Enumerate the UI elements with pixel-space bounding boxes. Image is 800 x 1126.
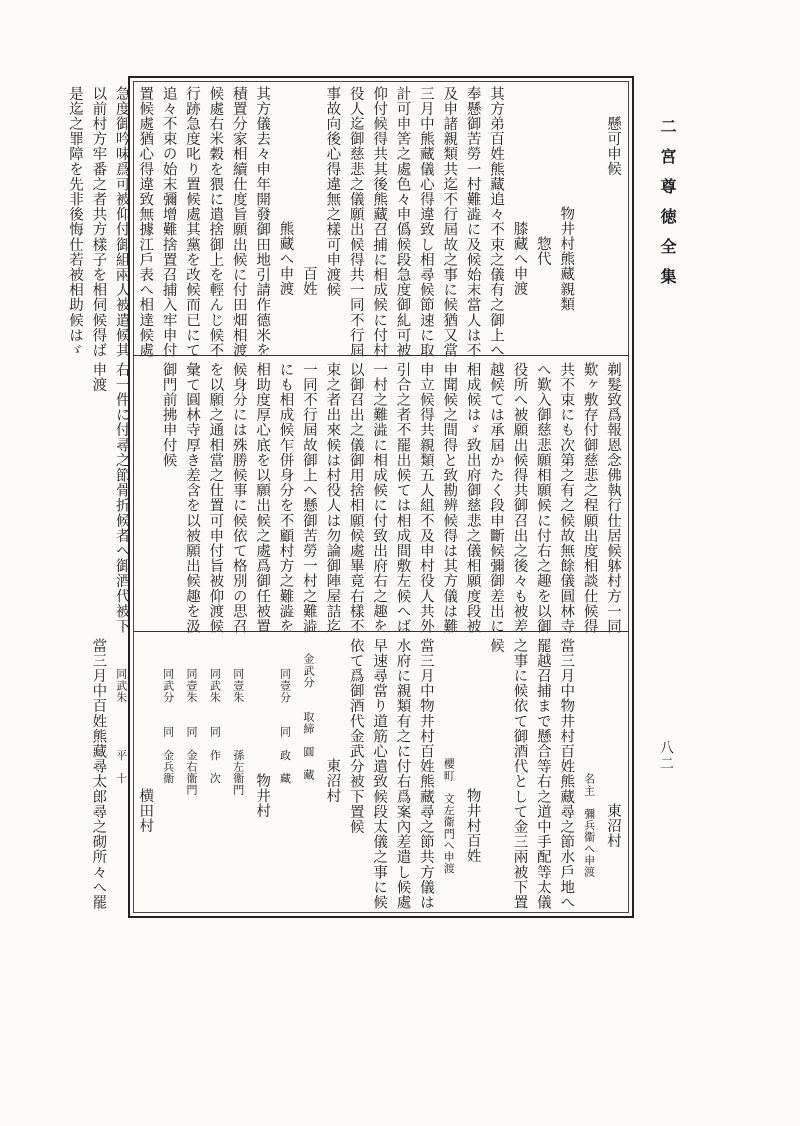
- text-column: 申立候得共親類五人組不及申村役人共外: [417, 362, 434, 634]
- text-column: 當三月中物井村百姓熊藏尋之節水戶地へ: [558, 638, 575, 910]
- text-column: へ歎入御慈悲願相願候に付右之趣を以御: [534, 362, 551, 634]
- text-column: 役人迄御慈悲之儀願出候得共一同不行屆: [347, 86, 364, 358]
- text-column: 越候ては承屆かたく段申斷候彌御差出に: [488, 362, 505, 634]
- text-column: 候: [488, 638, 505, 654]
- text-column: 同武朱 平 十: [114, 668, 128, 784]
- text-column: 奉懸御苦勞一村難澁に及候始末當人は不: [464, 86, 481, 358]
- text-column: 束之者出來候は村役人は勿論御陣屋詰迄: [324, 362, 341, 634]
- text-column: 其方儀去々申年開發御田地引請作德米を: [254, 86, 271, 358]
- text-column: 申聞候之間得と致勘辨候得は其方儀は難: [441, 362, 458, 634]
- text-column: にも相成候乍併身分を不顧村方之難澁を: [277, 362, 294, 634]
- text-section-top: [67, 86, 624, 358]
- text-column: 物井村: [254, 773, 271, 819]
- text-column: 膝藏へ申渡: [511, 221, 528, 297]
- text-column: 仰付候得共其後熊藏召捕に相成候に付村: [371, 86, 388, 358]
- text-column: 追々不束の始末彌增難捨置召捕入牢申付: [160, 86, 177, 358]
- text-column: 相成候はゞ致出府御慈悲之儀相願度段被: [464, 362, 481, 634]
- running-head: 二宮尊徳全集: [658, 118, 677, 298]
- text-column: 水府に親類有之に付右爲案內差遣し候處: [394, 638, 411, 910]
- text-column: 三月中熊藏儀心得違致し相尋候節速に取: [417, 86, 434, 358]
- text-column: を以願之通相當之仕置可申付旨被仰渡候: [207, 362, 224, 634]
- text-column: 一村之難澁に相成候に付致出府右之趣を: [371, 362, 388, 634]
- text-section-bottom: [90, 638, 624, 910]
- text-column: 積置分家相續仕度旨願出候に付田畑相渡: [230, 86, 247, 358]
- text-column: 物井村熊藏親類: [558, 206, 575, 312]
- text-column: 申渡: [90, 362, 107, 393]
- text-column: 御門前拂申付候: [160, 362, 177, 468]
- text-column: [577, 86, 600, 348]
- text-column: 事故向後心得違無之樣可申渡候: [324, 86, 341, 298]
- text-column: 是迄之罪障を先非後悔仕若被相助候はゞ: [67, 86, 84, 358]
- text-column: 當三月中物井村百姓熊藏尋之節共方儀は: [417, 638, 434, 910]
- text-column: 役所へ被願出候得共御召出之後々も被差: [511, 362, 528, 634]
- text-column: 歎ヶ敷存付御慈悲之程願出度相談仕候得: [581, 362, 598, 634]
- text-column: 依て爲御酒代金武分被下置候: [347, 638, 364, 835]
- text-column: 以御召出之儀御用捨相願候處畢竟右樣不: [347, 362, 364, 634]
- text-column: 剃髮致爲報恩念佛執行仕居候躰村方一同: [605, 362, 621, 634]
- text-column: 早速尋當り道筋心遣致候段太儀之事に候: [371, 638, 388, 910]
- text-column: 東沼村: [324, 758, 341, 804]
- text-column: 罷越召捕まで懸合等右之道中手配等太儀: [534, 638, 551, 910]
- text-column: 急度御吟味爲可被仰付御組兩人被遣候其: [113, 86, 130, 358]
- text-column: 同武朱 同 作 次: [208, 668, 222, 784]
- page-number: 八二: [658, 740, 674, 772]
- text-column: 計可申筈之處色々申僞候段急度御糺可被: [394, 86, 411, 358]
- text-column: 同壹分 同 政 藏: [278, 668, 292, 784]
- text-column: 置候處猶心得違致無據江戶表へ相達候處: [137, 86, 154, 358]
- text-column: 相助度厚心底を以願出候之處爲御任被置: [254, 362, 271, 634]
- text-column: 同壹朱 孫左衞門: [231, 668, 245, 796]
- text-column: 同武分 同 金兵衞: [161, 668, 175, 784]
- text-column: 金武分 取締 圓 藏: [301, 653, 315, 781]
- text-column: 彙て圓林寺厚き差含を以被願出候趣を汲: [183, 362, 200, 634]
- text-column: 懸可申候: [605, 116, 621, 177]
- text-column: 候身分には殊勝候事に候依て格別の思召: [230, 362, 247, 634]
- text-column: 同壹朱 同 金右衞門: [184, 668, 198, 796]
- section-divider: [133, 355, 629, 356]
- text-column: 之事に候依て御酒代として金三兩被下置: [511, 638, 528, 910]
- text-column: 及申諸親類共迄不行屆故之事に候猶又當: [441, 86, 458, 358]
- text-column: 名主 彌兵衞へ申渡: [582, 773, 596, 878]
- text-column: [133, 362, 156, 624]
- text-column: 以前村方牢番之者共方樣子を相伺候得ば: [90, 86, 107, 358]
- text-column: 惣代: [534, 236, 551, 267]
- page-frame: [67, 76, 634, 918]
- text-column: 横田村: [137, 788, 154, 834]
- text-column: 東沼村: [605, 803, 621, 849]
- text-section-middle: [90, 362, 624, 634]
- text-column: 百姓: [300, 266, 317, 297]
- text-column: 櫻町 文左衞門へ申渡: [442, 758, 456, 874]
- text-column: 行跡急度叱り置候處其黨を改候而已にて: [183, 86, 200, 358]
- text-column: 引合之者不罷出候ては相成間敷左候へば: [394, 362, 411, 634]
- text-column: 物井村百姓: [464, 788, 481, 864]
- text-column: 共不束にも次第之有之候故無餘儀圓林寺: [558, 362, 575, 634]
- text-column: 熊藏へ申渡: [277, 221, 294, 297]
- text-column: 右一件に付尋之節骨折候者へ御酒代被下: [113, 362, 130, 634]
- text-column: 一同不行屆故御上へ懸御苦勞一村之難澁: [300, 362, 317, 634]
- section-divider: [133, 631, 629, 632]
- text-column: 候處右米穀を猥に遣捨御上を輕んじ候不: [207, 86, 224, 358]
- text-column: 其方弟百姓熊藏追々不束之儀有之御上へ: [488, 86, 505, 358]
- text-column: 當三月中百姓熊藏尋太郎尋之砌所々へ罷: [90, 638, 107, 910]
